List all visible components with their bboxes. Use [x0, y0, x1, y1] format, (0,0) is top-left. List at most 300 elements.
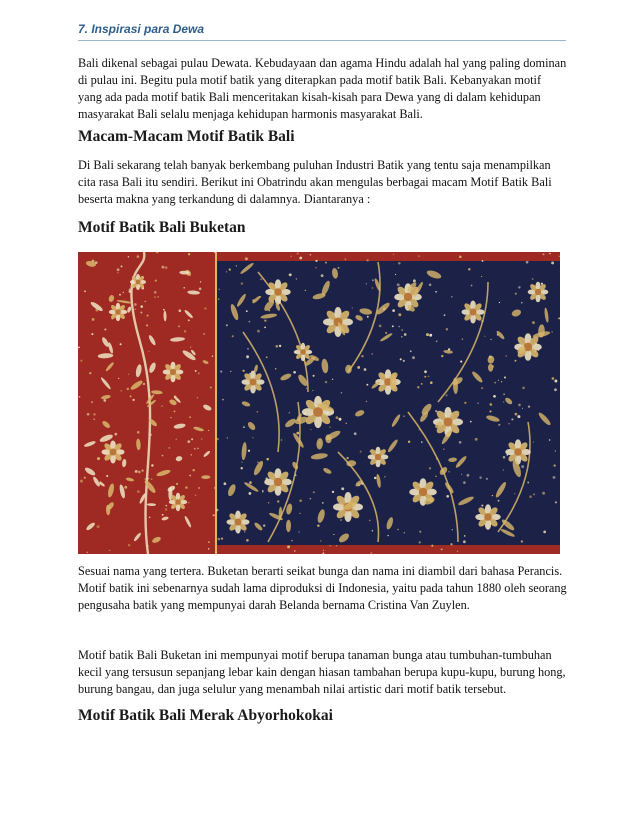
speckle-dot — [404, 333, 407, 336]
speckle-dot — [246, 539, 249, 542]
speckle-dot — [128, 374, 130, 376]
speckle-dot — [498, 424, 500, 426]
speckle-dot — [185, 486, 187, 488]
speckle-dot — [277, 500, 279, 502]
speckle-dot — [103, 399, 106, 402]
speckle-dot — [249, 321, 251, 323]
speckle-dot — [162, 514, 164, 516]
speckle-dot — [195, 370, 197, 372]
intro-paragraph: Bali dikenal sebagai pulau Dewata. Kebudayaan dan agama Hindu adalah hal yang paling dominan di pulau ini. Begitu pula motif batik yang diterapkan pada motif batik Bali. Kebanyakan motif yang ada pada motif batik Bali menceritakan kisah-kisah para Dewa yang di dalam kehidupan masyarakat Bali selalu menjaga kehidupan harmonis masyarakat Bali. — [78, 56, 567, 121]
speckle-dot — [114, 433, 117, 436]
speckle-dot — [294, 550, 295, 551]
speckle-dot — [306, 388, 307, 389]
speckle-dot — [429, 334, 432, 337]
speckle-dot — [337, 267, 339, 269]
speckle-dot — [553, 464, 555, 466]
speckle-dot — [551, 331, 552, 332]
flower-center — [470, 309, 477, 316]
speckle-dot — [336, 416, 339, 419]
speckle-dot — [461, 474, 462, 475]
speckle-dot — [475, 438, 478, 441]
header-divider — [78, 40, 566, 41]
speckle-dot — [195, 494, 196, 495]
speckle-dot — [532, 321, 535, 324]
speckle-dot — [289, 273, 292, 276]
speckle-dot — [208, 430, 209, 431]
speckle-dot — [344, 258, 346, 260]
speckle-dot — [468, 268, 471, 271]
speckle-dot — [146, 324, 148, 326]
speckle-dot — [91, 333, 93, 335]
speckle-dot — [109, 550, 110, 551]
speckle-dot — [481, 276, 482, 277]
speckle-dot — [137, 255, 140, 258]
speckle-dot — [419, 531, 421, 533]
speckle-dot — [501, 381, 502, 382]
speckle-dot — [93, 419, 94, 420]
speckle-dot — [332, 379, 333, 380]
speckle-dot — [369, 520, 371, 522]
speckle-dot — [435, 291, 437, 293]
speckle-dot — [275, 345, 278, 348]
speckle-dot — [236, 265, 237, 266]
speckle-dot — [325, 381, 327, 383]
batik-illustration — [78, 252, 560, 554]
speckle-dot — [293, 371, 296, 374]
speckle-dot — [199, 288, 202, 291]
speckle-dot — [482, 260, 484, 262]
speckle-dot — [464, 535, 466, 537]
speckle-dot — [329, 426, 330, 427]
speckle-dot — [401, 329, 403, 331]
speckle-dot — [366, 283, 367, 284]
speckle-dot — [493, 395, 496, 398]
speckle-dot — [141, 469, 143, 471]
speckle-dot — [322, 502, 324, 504]
flower-center — [250, 379, 257, 386]
speckle-dot — [135, 470, 138, 473]
speckle-dot — [400, 358, 402, 360]
speckle-dot — [323, 550, 324, 551]
speckle-dot — [257, 330, 260, 333]
speckle-dot — [97, 457, 100, 460]
speckle-dot — [305, 290, 306, 291]
speckle-dot — [204, 307, 206, 309]
speckle-dot — [123, 292, 124, 293]
speckle-dot — [428, 376, 430, 378]
speckle-dot — [446, 394, 448, 396]
speckle-dot — [148, 351, 149, 352]
speckle-dot — [511, 418, 513, 420]
speckle-dot — [275, 368, 277, 370]
speckle-dot — [341, 487, 344, 490]
speckle-dot — [431, 545, 433, 547]
speckle-dot — [417, 386, 420, 389]
flower-center — [535, 289, 541, 295]
speckle-dot — [89, 372, 91, 374]
speckle-dot — [247, 348, 248, 349]
speckle-dot — [243, 426, 245, 428]
speckle-dot — [463, 481, 466, 484]
speckle-dot — [299, 513, 300, 514]
speckle-dot — [552, 377, 555, 380]
speckle-dot — [245, 257, 248, 260]
speckle-dot — [220, 371, 222, 373]
speckle-dot — [176, 483, 178, 485]
speckle-dot — [127, 388, 130, 391]
speckle-dot — [554, 388, 557, 391]
speckle-dot — [397, 283, 400, 286]
speckle-dot — [163, 309, 165, 311]
speckle-dot — [517, 415, 520, 418]
speckle-dot — [435, 476, 437, 478]
speckle-dot — [291, 540, 293, 542]
speckle-dot — [242, 370, 244, 372]
speckle-dot — [241, 467, 243, 469]
speckle-dot — [216, 509, 219, 512]
speckle-dot — [188, 319, 190, 321]
speckle-dot — [187, 440, 190, 443]
speckle-dot — [143, 383, 145, 385]
speckle-dot — [444, 314, 446, 316]
speckle-dot — [264, 319, 266, 321]
speckle-dot — [459, 441, 462, 444]
speckle-dot — [263, 524, 265, 526]
speckle-dot — [313, 375, 315, 377]
speckle-dot — [310, 429, 311, 430]
speckle-dot — [188, 253, 190, 255]
speckle-dot — [149, 517, 150, 518]
speckle-dot — [541, 283, 543, 285]
speckle-dot — [404, 532, 406, 534]
speckle-dot — [183, 287, 185, 289]
speckle-dot — [296, 278, 298, 280]
speckle-dot — [514, 493, 515, 494]
speckle-dot — [222, 399, 224, 401]
speckle-dot — [489, 410, 491, 412]
speckle-dot — [521, 465, 524, 468]
speckle-dot — [232, 335, 234, 337]
speckle-dot — [84, 290, 86, 292]
red-panel-flower-center — [115, 309, 121, 315]
speckle-dot — [193, 469, 195, 471]
flower-center — [404, 293, 412, 301]
speckle-dot — [392, 325, 394, 327]
speckle-dot — [249, 481, 252, 484]
speckle-dot — [317, 524, 319, 526]
running-header: 7. Inspirasi para Dewa — [78, 22, 205, 36]
speckle-dot — [84, 477, 86, 479]
speckle-dot — [385, 332, 387, 334]
speckle-dot — [559, 256, 560, 257]
speckle-dot — [430, 381, 433, 384]
speckle-dot — [134, 303, 137, 306]
speckle-dot — [463, 540, 466, 543]
speckle-dot — [515, 413, 518, 416]
speckle-dot — [522, 387, 525, 390]
speckle-dot — [421, 441, 423, 443]
speckle-dot — [555, 450, 556, 451]
speckle-dot — [264, 327, 266, 329]
flower-center — [235, 519, 242, 526]
speckle-dot — [429, 284, 432, 287]
speckle-dot — [426, 333, 429, 336]
speckle-dot — [281, 439, 283, 441]
speckle-dot — [329, 545, 331, 547]
speckle-dot — [486, 478, 488, 480]
speckle-dot — [118, 378, 119, 379]
speckle-dot — [503, 469, 504, 470]
speckle-dot — [533, 493, 535, 495]
speckle-dot — [128, 544, 131, 547]
speckle-dot — [522, 408, 523, 409]
speckle-dot — [266, 458, 269, 461]
speckle-dot — [315, 260, 317, 262]
speckle-dot — [466, 474, 469, 477]
speckle-dot — [257, 411, 259, 413]
speckle-dot — [372, 287, 374, 289]
speckle-dot — [446, 328, 449, 331]
red-panel-flower-center — [110, 449, 117, 456]
speckle-dot — [336, 545, 337, 546]
speckle-dot — [528, 405, 530, 407]
buketan-paragraph-2: Motif batik Bali Buketan ini mempunyai motif berupa tanaman bunga atau tumbuhan-tumbuhan kecil yang tersusun sepanjang lebar kain dengan hiasan tambahan berupa kupu-kupu, burung hong, burung bangau, dan juga selulur yang menambah nilai artistic dari motif batik tersebut. — [78, 648, 566, 696]
speckle-dot — [161, 405, 163, 407]
speckle-dot — [435, 410, 437, 412]
speckle-dot — [424, 370, 427, 373]
speckle-dot — [210, 386, 212, 388]
speckle-dot — [154, 291, 157, 294]
speckle-dot — [339, 418, 342, 421]
speckle-dot — [521, 540, 523, 542]
speckle-dot — [555, 501, 557, 503]
speckle-dot — [191, 454, 192, 455]
speckle-dot — [333, 534, 334, 535]
speckle-dot — [481, 387, 483, 389]
speckle-dot — [551, 261, 554, 264]
speckle-dot — [364, 368, 367, 371]
speckle-dot — [134, 309, 136, 311]
speckle-dot — [299, 499, 302, 502]
speckle-dot — [397, 529, 398, 530]
speckle-dot — [503, 393, 505, 395]
speckle-dot — [479, 476, 481, 478]
speckle-dot — [360, 451, 362, 453]
speckle-dot — [289, 412, 291, 414]
speckle-dot — [213, 514, 215, 516]
speckle-dot — [194, 448, 196, 450]
speckle-dot — [191, 438, 193, 440]
speckle-dot — [151, 478, 152, 479]
speckle-dot — [97, 525, 100, 528]
speckle-dot — [367, 316, 369, 318]
speckle-dot — [119, 294, 121, 296]
speckle-dot — [361, 355, 363, 357]
speckle-dot — [170, 417, 171, 418]
speckle-dot — [227, 437, 228, 438]
speckle-dot — [162, 455, 164, 457]
speckle-dot — [224, 482, 227, 485]
heading-merak-abyorhokokai: Motif Batik Bali Merak Abyorhokokai — [78, 707, 333, 724]
speckle-dot — [543, 531, 546, 534]
speckle-dot — [260, 278, 262, 280]
speckle-dot — [403, 360, 405, 362]
speckle-dot — [252, 437, 253, 438]
speckle-dot — [418, 255, 420, 257]
speckle-dot — [161, 266, 164, 269]
speckle-dot — [470, 421, 472, 423]
speckle-dot — [313, 491, 315, 493]
flower-center — [300, 349, 306, 355]
speckle-dot — [448, 471, 450, 473]
speckle-dot — [321, 274, 324, 277]
speckle-dot — [198, 372, 200, 374]
speckle-dot — [130, 395, 132, 397]
speckle-dot — [189, 475, 191, 477]
speckle-dot — [489, 403, 492, 406]
speckle-dot — [106, 475, 108, 477]
speckle-dot — [91, 401, 93, 403]
speckle-dot — [341, 392, 343, 394]
speckle-dot — [401, 336, 403, 338]
speckle-dot — [151, 464, 153, 466]
speckle-dot — [481, 505, 483, 507]
speckle-dot — [197, 397, 198, 398]
speckle-dot — [366, 384, 368, 386]
speckle-dot — [214, 487, 216, 489]
speckle-dot — [221, 537, 223, 539]
speckle-dot — [124, 486, 127, 489]
flower-center — [444, 418, 453, 427]
speckle-dot — [190, 346, 191, 347]
speckle-dot — [174, 411, 176, 413]
speckle-dot — [441, 548, 443, 550]
speckle-dot — [460, 361, 462, 363]
speckle-dot — [132, 399, 134, 401]
speckle-dot — [345, 423, 346, 424]
speckle-dot — [198, 487, 200, 489]
speckle-dot — [312, 390, 313, 391]
speckle-dot — [79, 396, 81, 398]
speckle-dot — [451, 296, 453, 298]
speckle-dot — [154, 296, 156, 298]
speckle-dot — [93, 413, 95, 415]
speckle-dot — [121, 390, 123, 392]
speckle-dot — [424, 376, 426, 378]
speckle-dot — [372, 279, 374, 281]
speckle-dot — [218, 289, 219, 290]
speckle-dot — [208, 541, 210, 543]
speckle-dot — [429, 467, 431, 469]
speckle-dot — [268, 502, 270, 504]
speckle-dot — [398, 326, 400, 328]
speckle-dot — [543, 253, 545, 255]
speckle-dot — [384, 476, 386, 478]
speckle-dot — [549, 439, 551, 441]
batik-buketan-image — [78, 252, 560, 554]
speckle-dot — [374, 477, 376, 479]
speckle-dot — [477, 402, 478, 403]
speckle-dot — [310, 498, 312, 500]
speckle-dot — [201, 438, 202, 439]
flower-center — [274, 288, 282, 296]
speckle-dot — [504, 376, 506, 378]
speckle-dot — [462, 338, 463, 339]
speckle-dot — [340, 519, 342, 521]
speckle-dot — [315, 267, 317, 269]
speckle-dot — [296, 432, 299, 435]
speckle-dot — [498, 500, 500, 502]
heading-buketan: Motif Batik Bali Buketan — [78, 219, 246, 236]
speckle-dot — [140, 312, 142, 314]
speckle-dot — [527, 482, 529, 484]
speckle-dot — [226, 324, 228, 326]
speckle-dot — [436, 340, 438, 342]
speckle-dot — [395, 274, 396, 275]
speckle-dot — [450, 543, 452, 545]
speckle-dot — [492, 495, 493, 496]
speckle-dot — [178, 325, 180, 327]
speckle-dot — [188, 502, 190, 504]
speckle-dot — [217, 438, 219, 440]
speckle-dot — [372, 353, 373, 354]
speckle-dot — [521, 302, 523, 304]
speckle-dot — [320, 540, 321, 541]
heading-macam-macam: Macam-Macam Motif Batik Bali — [78, 128, 295, 145]
speckle-dot — [357, 366, 360, 369]
speckle-dot — [218, 298, 219, 299]
speckle-dot — [87, 552, 88, 553]
speckle-dot — [352, 307, 353, 308]
red-panel-flower-center — [170, 369, 176, 375]
speckle-dot — [175, 439, 176, 440]
speckle-dot — [503, 401, 504, 402]
speckle-dot — [287, 545, 290, 548]
speckle-dot — [248, 450, 250, 452]
speckle-dot — [92, 318, 95, 321]
speckle-dot — [168, 447, 170, 449]
speckle-dot — [218, 538, 221, 541]
flower-center — [375, 454, 381, 460]
speckle-dot — [532, 278, 534, 280]
leaf — [390, 375, 397, 389]
speckle-dot — [203, 333, 205, 335]
speckle-dot — [441, 355, 443, 357]
speckle-dot — [457, 551, 458, 552]
flower-center — [274, 478, 282, 486]
speckle-dot — [212, 355, 214, 357]
speckle-dot — [412, 356, 415, 359]
speckle-dot — [184, 330, 186, 332]
speckle-dot — [494, 382, 496, 384]
speckle-dot — [446, 495, 449, 498]
speckle-dot — [499, 302, 500, 303]
speckle-dot — [137, 431, 140, 434]
speckle-dot — [140, 305, 143, 308]
speckle-dot — [398, 313, 401, 316]
macam-paragraph: Di Bali sekarang telah banyak berkembang puluhan Industri Batik yang tentu saja menampilkan cita rasa Bali itu sendiri. Berikut ini Obatrindu akan mengulas berbagai macam Motif Batik Bali beserta makna yang terkandung di dalamnya. Diantaranya : — [78, 158, 552, 206]
speckle-dot — [157, 296, 159, 298]
speckle-dot — [490, 339, 491, 340]
speckle-dot — [241, 462, 242, 463]
speckle-dot — [419, 541, 421, 543]
speckle-dot — [117, 268, 120, 271]
speckle-dot — [80, 480, 83, 483]
flower-center — [514, 448, 522, 456]
speckle-dot — [262, 491, 264, 493]
speckle-dot — [372, 530, 374, 532]
speckle-dot — [246, 310, 248, 312]
